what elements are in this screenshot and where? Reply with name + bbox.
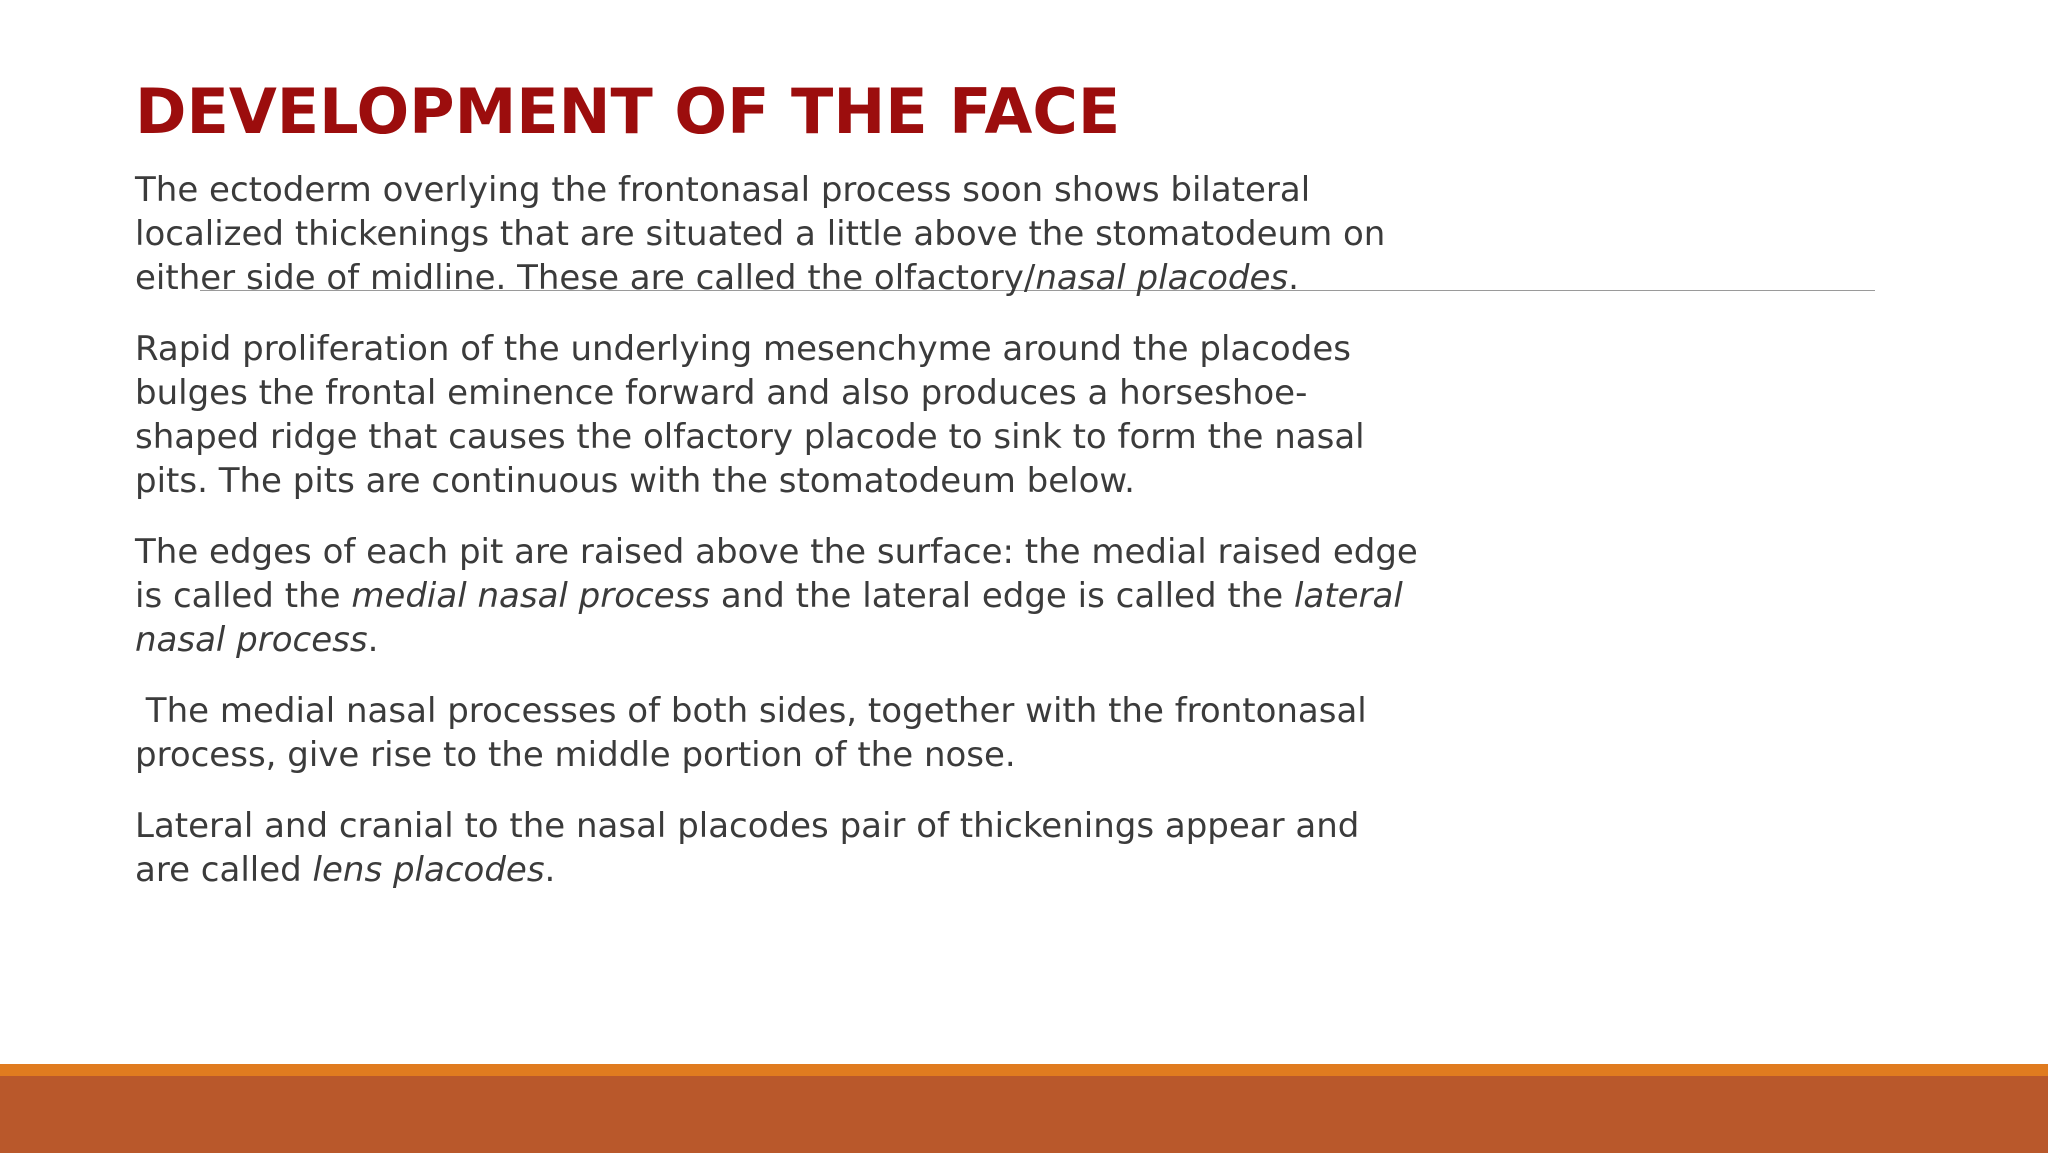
paragraph-lens-placodes (135, 804, 2015, 892)
text-line: bulges the frontal eminence forward and also produces a horseshoe- (135, 373, 1308, 413)
italic-term: nasal process (135, 620, 368, 660)
italic-term: nasal placodes (1035, 258, 1289, 298)
text-line: process, give rise to the middle portion of the nose. (135, 735, 1016, 775)
paragraph-nasal-pits (135, 327, 2015, 503)
text-line: The ectoderm overlying the frontonasal process soon shows bilateral (135, 170, 1311, 210)
footer-band (0, 1076, 2048, 1153)
italic-term: medial nasal process (351, 576, 711, 616)
text-line: are called lens placodes. (135, 850, 556, 890)
italic-term: lens placodes (312, 850, 545, 890)
slide-body (135, 168, 2015, 919)
text-line: is called the medial nasal process and the lateral edge is called the lateral (135, 576, 1403, 616)
italic-term: lateral (1293, 576, 1403, 616)
text-line: either side of midline. These are called the olfactory/nasal placodes. (135, 258, 1299, 298)
text-line: Rapid proliferation of the underlying mesenchyme around the placodes (135, 329, 1351, 369)
text-line: The edges of each pit are raised above the surface: the medial raised edge (135, 532, 1418, 572)
paragraph-nasal-placodes (135, 168, 2015, 300)
text-line: The medial nasal processes of both sides, together with the frontonasal (135, 691, 1367, 731)
paragraph-nasal-processes (135, 530, 2015, 662)
text-line: nasal process. (135, 620, 379, 660)
paragraph-middle-nose (135, 689, 2015, 777)
text-line: Lateral and cranial to the nasal placodes pair of thickenings appear and (135, 806, 1360, 846)
text-line: localized thickenings that are situated a little above the stomatodeum on (135, 214, 1386, 254)
slide-title: DEVELOPMENT OF THE FACE (135, 75, 1121, 148)
text-line: shaped ridge that causes the olfactory placode to sink to form the nasal (135, 417, 1365, 457)
text-line: pits. The pits are continuous with the stomatodeum below. (135, 461, 1135, 501)
footer-accent-stripe (0, 1064, 2048, 1076)
